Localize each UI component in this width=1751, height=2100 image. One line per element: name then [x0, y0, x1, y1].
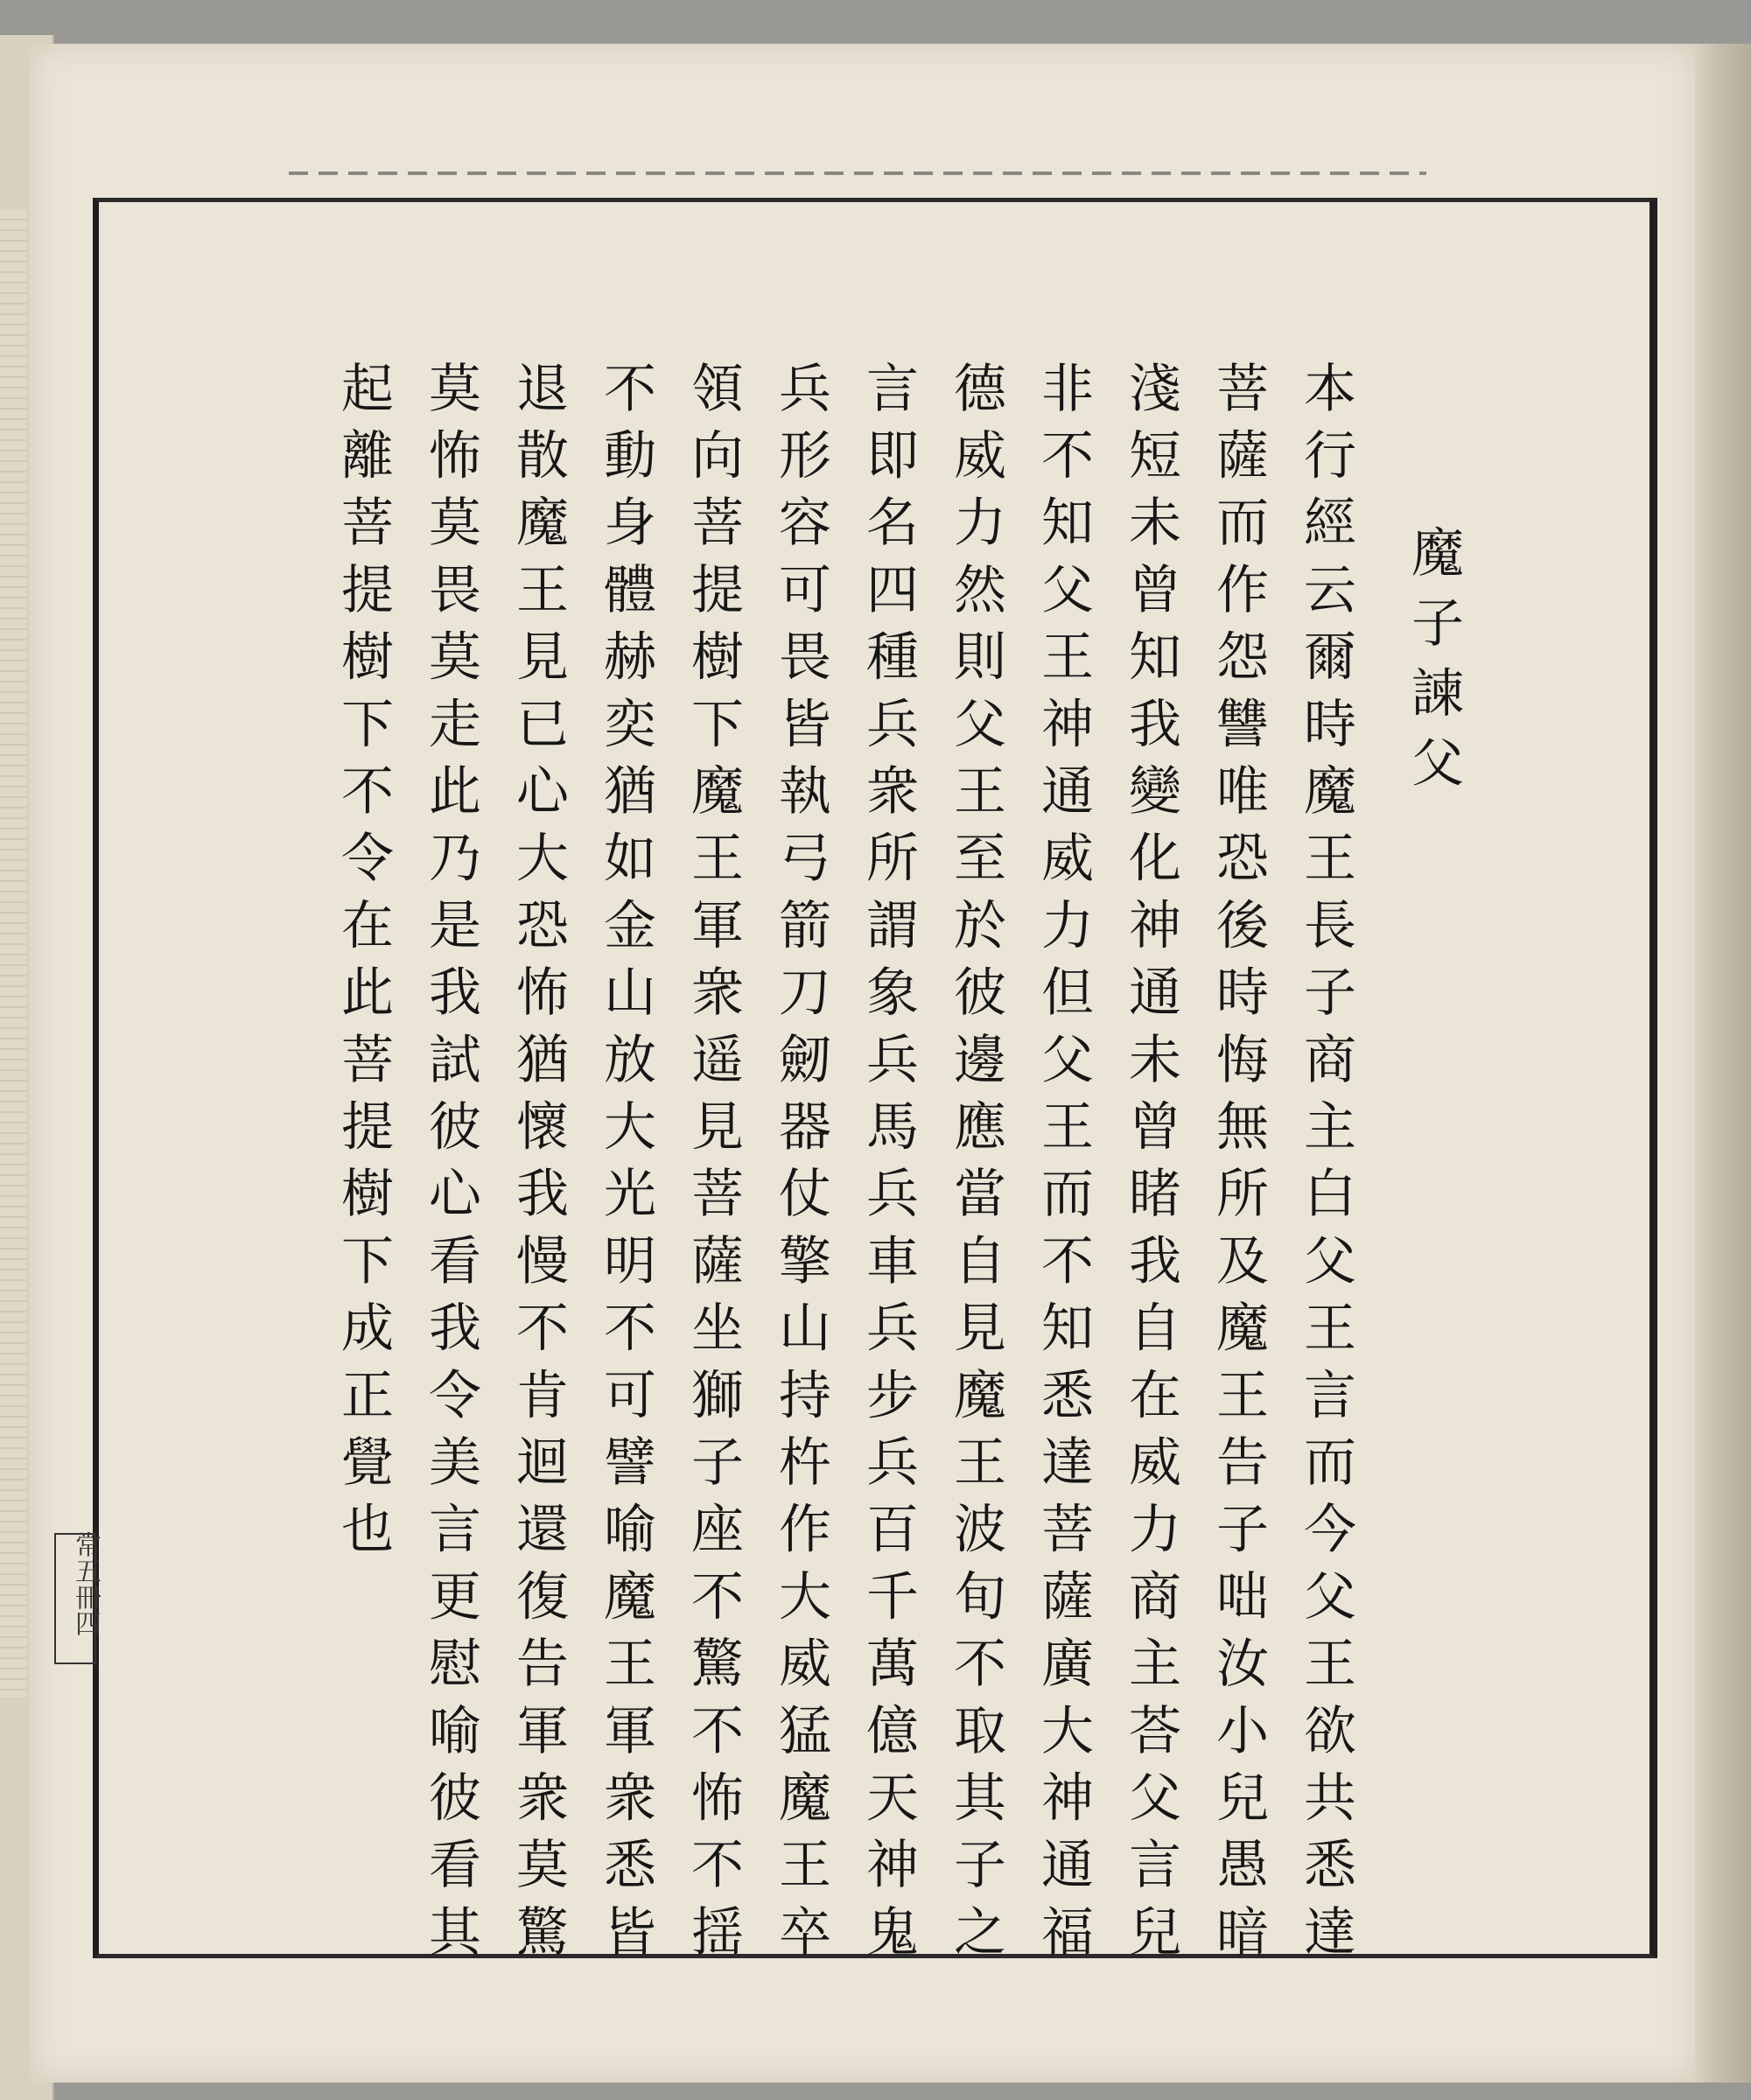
- text-column-8: 領向菩提樹下魔王軍衆遥見菩薩坐獅子座不驚不怖不揺: [683, 360, 744, 1971]
- text-column-9: 不動身體赫奕猶如金山放大光明不可譬喻魔王軍衆悉皆: [595, 360, 656, 1971]
- text-column-11: 莫怖莫畏莫走此乃是我試彼心看我令美言更慰喻彼看其: [420, 360, 481, 1971]
- text-column-6: 言即名四種兵衆所謂象兵馬兵車兵步兵百千萬億天神鬼: [858, 360, 919, 1971]
- text-column-4: 非不知父王神通威力但父王而不知悉達菩薩廣大神通福: [1033, 360, 1094, 1971]
- text-column-12: 起離菩提樹下不令在此菩提樹下成正覺也: [333, 360, 394, 1569]
- text-column-2: 菩薩而作怨讐唯恐後時悔無所及魔王告子咄汝小兒愚暗: [1208, 360, 1269, 1971]
- page-title: 魔子諫父: [1403, 525, 1464, 805]
- text-column-7: 兵形容可畏皆執弓箭刀劒器仗擎山持杵作大威猛魔王卒: [770, 360, 831, 1971]
- previous-page-illustration: [0, 210, 26, 1698]
- text-column-1: 本行經云爾時魔王長子商主白父王言而今父王欲共悉達: [1295, 360, 1356, 1971]
- margin-label: 常五冊四: [70, 1531, 101, 1636]
- frame-top-rule: [289, 172, 1426, 175]
- text-column-10: 退散魔王見已心大恐怖猶懷我慢不肯迴還復告軍衆莫驚: [508, 360, 569, 1971]
- page-stack-edge: [1695, 44, 1751, 2082]
- text-column-3: 淺短未曾知我變化神通未曾睹我自在威力商主荅父言兒: [1120, 360, 1181, 1971]
- text-column-5: 德威力然則父王至於彼邊應當自見魔王波旬不取其子之: [945, 360, 1006, 1971]
